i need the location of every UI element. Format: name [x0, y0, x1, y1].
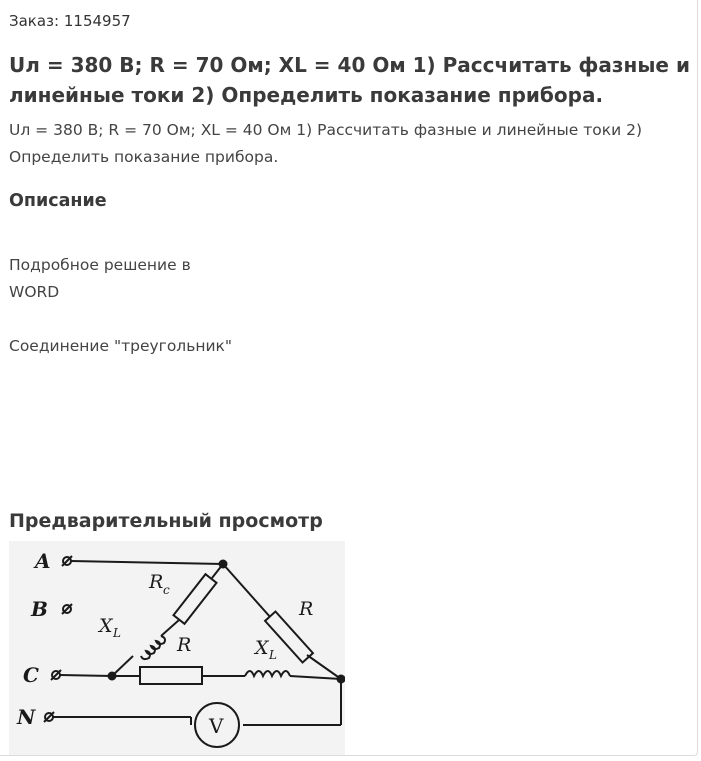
- inductor-xl-left: [141, 636, 165, 659]
- voltmeter-label: V: [209, 714, 224, 738]
- wire-left-top: [212, 564, 223, 578]
- description-text: Подробное решение в WORD Соединение "треугольник": [9, 256, 233, 355]
- preview-heading: Предварительный просмотр: [9, 510, 323, 532]
- page-title: Uл = 380 В; R = 70 Ом; XL = 40 Ом 1) Рассчитать фазные и линейные токи 2) Определить показание прибора.: [9, 53, 690, 107]
- wire-right-top: [223, 564, 271, 618]
- circuit-svg: [9, 541, 345, 755]
- wire-a: [71, 561, 223, 564]
- circuit-diagram: [9, 541, 345, 755]
- terminal-a-symbol: [62, 556, 72, 566]
- label-xl-bottom-sub: L: [269, 648, 277, 662]
- label-rc-sub: c: [163, 583, 170, 597]
- label-r-right: R: [299, 598, 314, 620]
- description-heading: Описание: [9, 191, 107, 211]
- terminal-label-a: A: [35, 549, 51, 573]
- resistor-r-bottom: [140, 667, 202, 684]
- wire-c: [60, 675, 112, 676]
- terminal-label-n: N: [17, 705, 36, 729]
- order-number: Заказ: 1154957: [9, 12, 131, 30]
- label-r-bottom: R: [177, 634, 192, 656]
- label-rc: R: [149, 571, 164, 593]
- terminal-n-symbol: [44, 712, 54, 722]
- wire-right-bottom: [307, 655, 341, 679]
- terminal-b-symbol: [62, 604, 72, 614]
- wire-bottom-right: [290, 676, 341, 679]
- page-subtitle: Uл = 380 В; R = 70 Ом; XL = 40 Ом 1) Рассчитать фазные и линейные токи 2) Определить показание прибора.: [9, 121, 643, 166]
- wire-left-bottom: [112, 656, 133, 676]
- label-xl-left: X: [99, 615, 113, 637]
- terminal-label-b: B: [31, 597, 48, 621]
- label-xl-bottom: X: [255, 637, 269, 659]
- inductor-xl-bottom: [245, 671, 290, 676]
- label-xl-left-sub: L: [113, 626, 121, 640]
- terminal-label-c: C: [23, 663, 39, 687]
- terminal-c-symbol: [51, 670, 61, 680]
- resistor-rc: [173, 574, 216, 624]
